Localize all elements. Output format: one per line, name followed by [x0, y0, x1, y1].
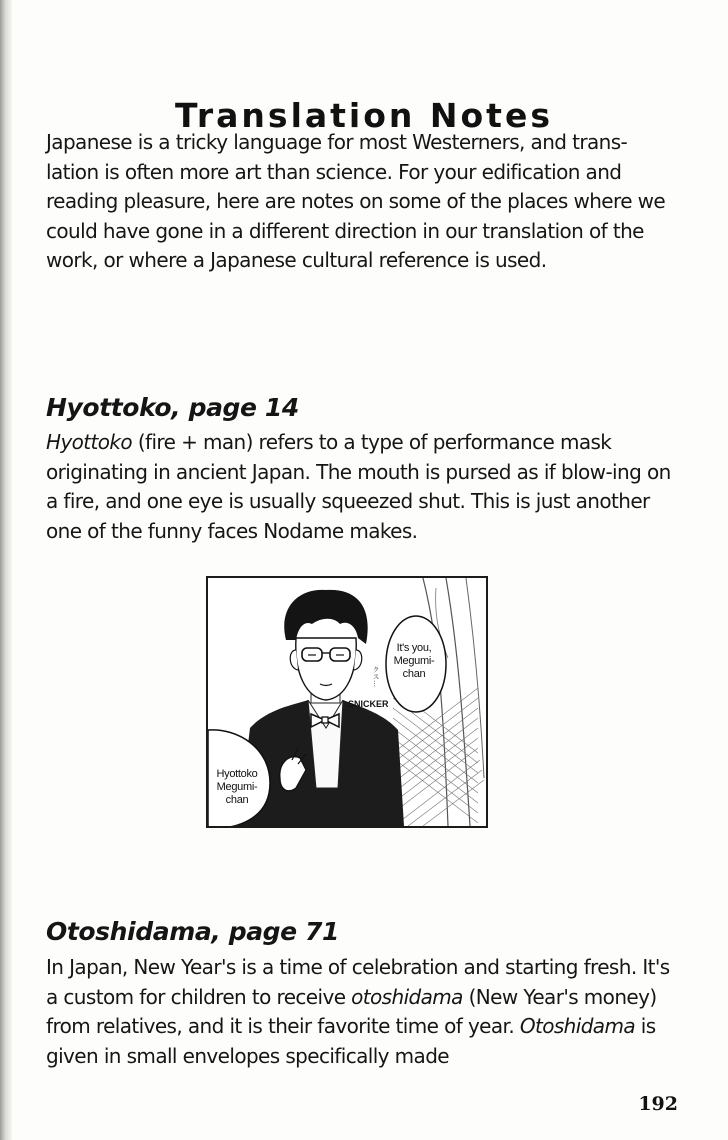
manga-panel — [206, 576, 488, 828]
note-text-otoshidama-c: is given in small envelopes specifically made — [46, 1014, 656, 1068]
sound-effect-label: SNICKER — [348, 699, 389, 709]
page-number: 192 — [638, 1093, 678, 1115]
speech-bubble-left-text: Hyottoko Megumi-chan — [216, 768, 258, 806]
note-text-otoshidama-a: In Japan, New Year's is a time of celebration and starting fresh. It's a custom for children to receive — [46, 955, 670, 1009]
note-body-hyottoko — [46, 428, 676, 546]
page-binding-shadow — [0, 0, 12, 1140]
intro-paragraph: Japanese is a tricky language for most Westerners, and trans-lation is often more art than science. For your edification and reading pleasure, here are notes on some of the places where we could have gone in a different direction in our translation of the work, or where a Japanese cultural reference is used. — [46, 130, 666, 273]
note-term-hyottoko: Hyottoko — [46, 430, 133, 454]
speech-bubble-right-text: It's you, Megumi-chan — [393, 642, 435, 680]
note-text-otoshidama-b: (New Year's money) from relatives, and it is their favorite time of year. — [46, 984, 657, 1039]
note-text-hyottoko: (fire + man) refers to a type of performance mask originating in ancient Japan. The mouth is pursed as if blow-ing on a fire, and one eye is usually squeezed shut. This is just another one of the funny faces Nodame makes. — [46, 430, 671, 543]
note-body-otoshidama — [46, 953, 686, 1071]
page-title: Translation Notes — [175, 96, 553, 136]
note-heading-hyottoko: Hyottoko, page 14 — [46, 393, 299, 422]
note-term-otoshidama: otoshidama — [351, 984, 463, 1009]
note-heading-otoshidama: Otoshidama, page 71 — [46, 917, 340, 946]
sound-effect-kana: クス… — [372, 666, 380, 687]
note-term-otoshidama-2: Otoshidama — [519, 1014, 636, 1039]
